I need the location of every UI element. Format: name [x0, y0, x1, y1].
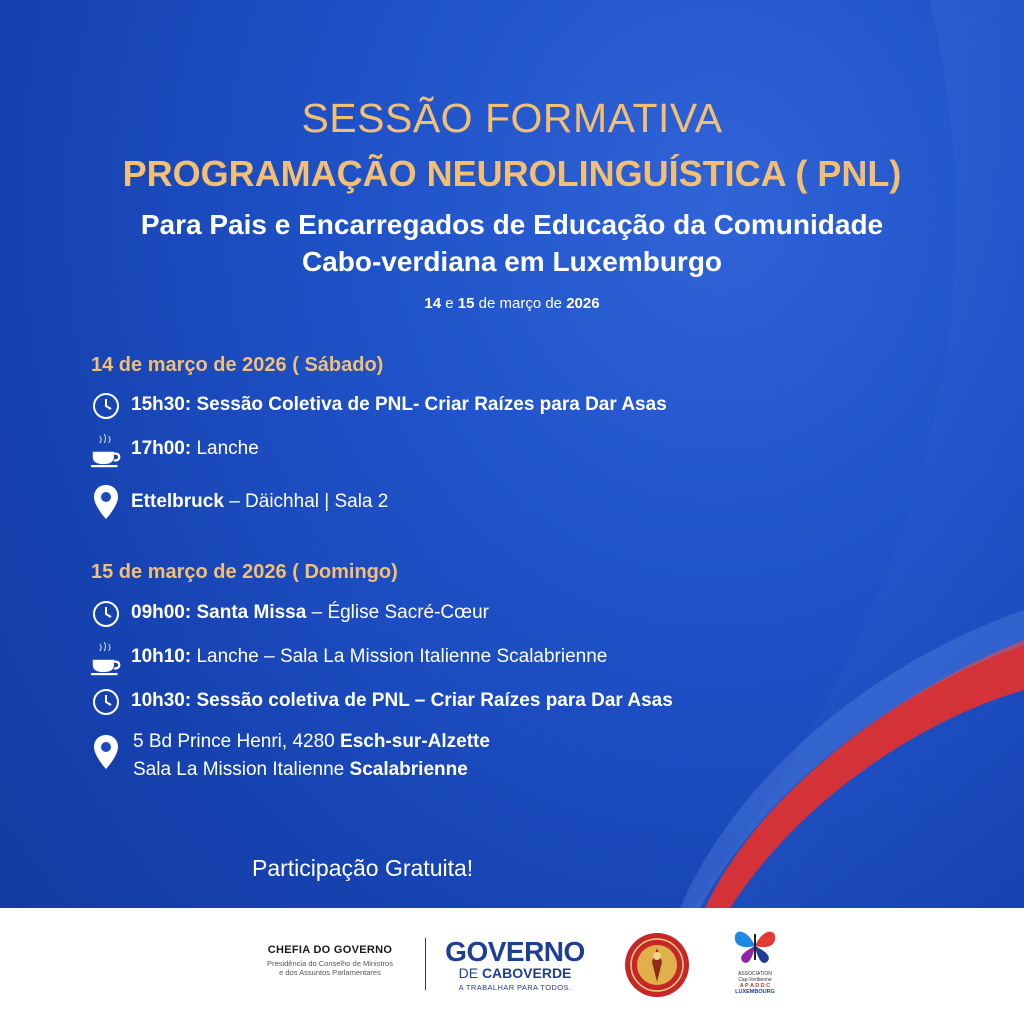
day2-mass-time: 09h00: Santa Missa: [131, 602, 307, 623]
day2-title: 15 de março de 2026 ( Domingo): [91, 561, 398, 583]
address-line-1: [133, 728, 490, 756]
association-line-2: Cap-Verdienne: [738, 977, 772, 983]
location-pin-icon: [93, 734, 119, 775]
day2-snack-time: 10h10:: [131, 646, 192, 667]
subtitle: [0, 206, 1024, 280]
address-hall-name: Scalabrienne: [349, 759, 468, 780]
day2-snack-row: [91, 636, 607, 678]
chefia-title: CHEFIA DO GOVERNO: [267, 944, 393, 956]
address-hall: Sala La Mission Italienne: [133, 759, 345, 780]
date-year: 2026: [566, 295, 600, 312]
day1-session-text: 15h30: Sessão Coletiva de PNL- Criar Raízes para Dar Asas: [131, 394, 667, 415]
association-logo: [727, 926, 783, 995]
day1-snack-time: 17h00:: [131, 438, 192, 459]
coffee-cup-icon: [91, 428, 121, 470]
date-and: e: [445, 295, 454, 312]
clock-icon: [91, 686, 121, 716]
day1-session-row: [91, 390, 667, 420]
coffee-cup-icon: [91, 636, 121, 678]
day2-snack-detail: Lanche – Sala La Mission Italienne Scalabrienne: [196, 646, 608, 667]
subtitle-line-2: Cabo-verdiana em Luxemburgo: [301, 246, 723, 277]
association-line-4: LUXEMBOURG: [735, 989, 775, 995]
butterfly-icon: [731, 926, 779, 966]
event-dates: [0, 295, 1024, 312]
governo-logo: [440, 938, 590, 992]
date-1: 14: [424, 295, 442, 312]
day1-location-detail: – Däichhal | Sala 2: [229, 491, 389, 512]
chefia-subtitle-1: Presidência do Conselho de Ministros: [267, 959, 393, 968]
governo-tagline: A TRABALHAR PARA TODOS.: [458, 983, 572, 992]
day1-location-city: Ettelbruck: [131, 491, 224, 512]
logo-divider: [425, 938, 426, 990]
sponsor-footer: [0, 908, 1024, 1024]
day2-address: [133, 728, 490, 784]
chefia-logo: [250, 944, 410, 977]
date-month: de março de: [478, 295, 563, 312]
day1-snack-row: [91, 428, 259, 470]
governo-title: GOVERNO: [445, 936, 585, 967]
day2-mass-row: [91, 598, 489, 628]
governo-de: DE: [458, 965, 479, 981]
location-pin-icon: [91, 484, 121, 520]
title-line-1: SESSÃO FORMATIVA: [301, 95, 723, 141]
subtitle-line-1: Para Pais e Encarregados de Educação da Comunidade: [140, 209, 884, 240]
free-participation: Participação Gratuita!: [252, 855, 474, 881]
date-2: 15: [457, 295, 475, 312]
governo-caboverde: CABOVERDE: [481, 965, 572, 981]
chefia-subtitle-2: e dos Assuntos Parlamentares: [279, 968, 381, 977]
day1-snack-label: Lanche: [196, 438, 259, 459]
address-street: 5 Bd Prince Henri, 4280: [133, 731, 335, 752]
clock-icon: [91, 598, 121, 628]
day2-session-row: [91, 686, 673, 716]
governo-country: [440, 966, 590, 981]
day2-session-text: 10h30: Sessão coletiva de PNL – Criar Raízes para Dar Asas: [131, 690, 673, 711]
day2-mass-place: – Église Sacré-Cœur: [311, 602, 489, 623]
association-line-1: ASSOCIATION: [738, 971, 772, 977]
address-line-2: [133, 756, 490, 784]
day1-title: 14 de março de 2026 ( Sábado): [91, 354, 384, 376]
address-city: Esch-sur-Alzette: [340, 731, 490, 752]
day1-location-row: [91, 484, 388, 520]
embassy-seal-icon: [624, 932, 690, 998]
title-line-2: PROGRAMAÇÃO NEUROLINGUÍSTICA ( PNL): [122, 153, 902, 194]
association-line-3: A P A D D C: [739, 983, 771, 989]
clock-icon: [91, 390, 121, 420]
